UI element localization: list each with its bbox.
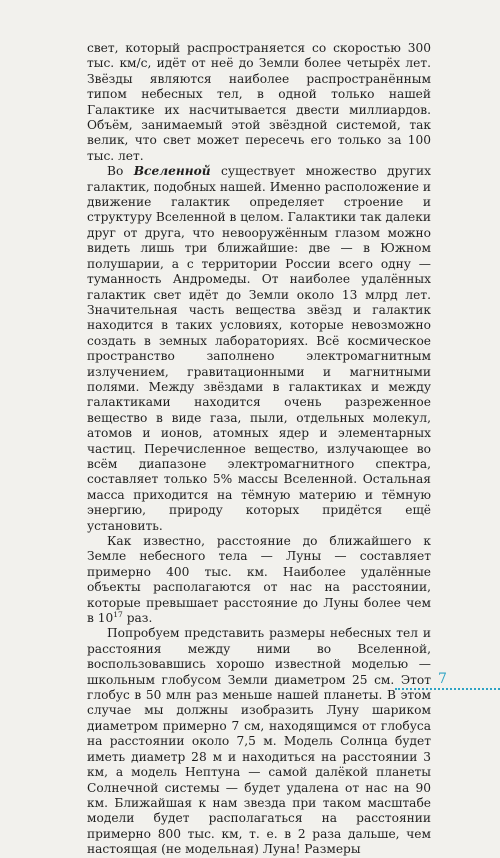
dotted-rule bbox=[395, 688, 500, 690]
paragraph-2-lead: Во bbox=[107, 164, 134, 179]
paragraph-2-body: существует множество других галактик, подобных нашей. Именно расположение и движение галактик определяет строение и структуру Вселенной в целом. Галактики так далеки друг от друга, что невооружённым глазом можно видеть лишь три ближайшие: две — в Южном полушарии, а с территории России всего одну — туманность Андромеды. От наиболее удалённых галактик свет идёт до Земли около 13 млрд лет. Значительная часть вещества звёзд и галактик находится в таких условиях, которые невозможно создать в земных лабораториях. Всё космическое пространство заполнено электромагнитным излучением, гравитационными и магнитными полями. Между звёздами в галактиках и между галактиками находится очень разреженное вещество в виде газа, пыли, отдельных молекул, атомов и ионов, атомных ядер и элементарных частиц. Перечисленное вещество, излучающее во всём диапазоне электромагнитного спектра, составляет только 5% массы Вселенной. Остальная масса приходится на тёмную материю и тёмную энергию, природу которых придётся ещё установить. bbox=[87, 164, 431, 533]
paragraph-3 bbox=[87, 534, 431, 626]
paragraph-1: свет, который распространяется со скоростью 300 тыс. км/с, идёт от неё до Земли более четырёх лет. Звёзды являются наиболее распространённым типом небесных тел, в одной только нашей Галактике их насчитывается двести миллиардов. Объём, занимаемый этой звёздной системой, так велик, что свет может пересечь его только за 100 тыс. лет. bbox=[87, 41, 431, 163]
paragraph-2 bbox=[87, 164, 431, 534]
paragraph-3-tail: раз. bbox=[122, 611, 153, 626]
paragraph-3-body: Как известно, расстояние до ближайшего к Земле небесного тела — Луны — составляет примерно 400 тыс. км. Наиболее удалённые объекты располагаются от нас на расстоянии, которые превышает расстояние до Луны более чем в 10 bbox=[87, 534, 431, 626]
term-universe: Вселенной bbox=[133, 164, 211, 179]
body-text bbox=[87, 41, 431, 858]
page-number: 7 bbox=[438, 671, 447, 687]
paragraph-4: Попробуем представить размеры небесных тел и расстояния между ними во Вселенной, воспользовавшись хорошо известной моделью — школьным глобусом Земли диаметром 25 см. Этот глобус в 50 млн раз меньше нашей планеты. В этом случае мы должны изобразить Луну шариком диаметром примерно 7 см, находящимся от глобуса на расстоянии около 7,5 м. Модель Солнца будет иметь диаметр 28 м и находиться на расстоянии 3 км, а модель Нептуна — самой далёкой планеты Солнечной системы — будет удалена от нас на 90 км. Ближайшая к нам звезда при таком масштабе модели будет располагаться на расстоянии примерно 800 тыс. км, т. е. в 2 раза дальше, чем настоящая (не модельная) Луна! Размеры bbox=[87, 626, 431, 857]
exponent: 17 bbox=[113, 609, 123, 619]
